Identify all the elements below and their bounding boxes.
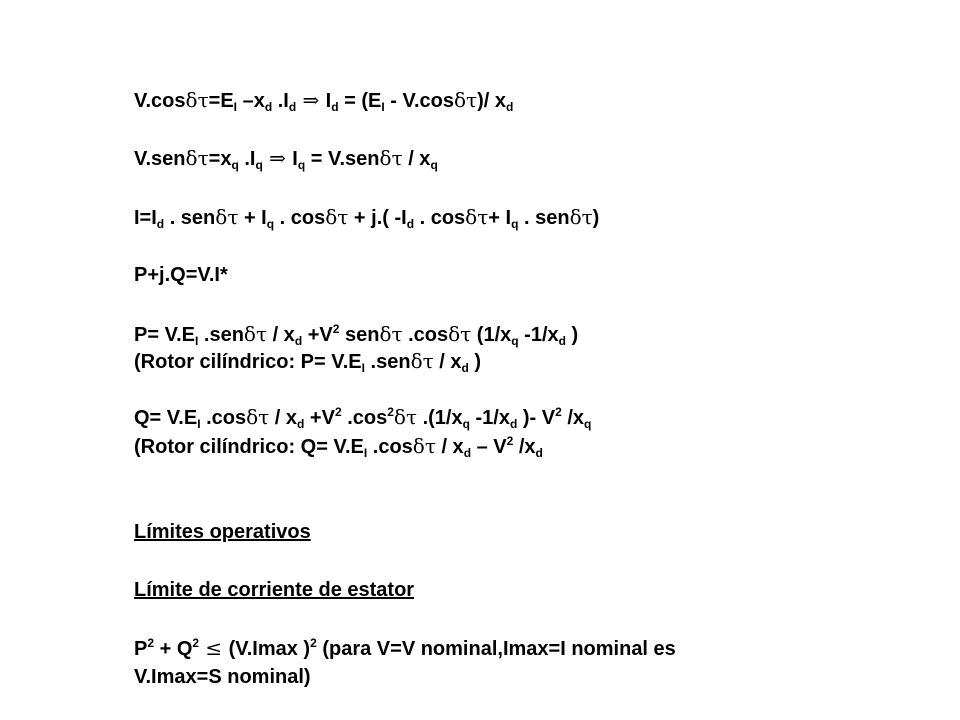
equation-p-cylindrical: (Rotor cilíndrico: $P= V.E_I$ .senδτ / $x_d$ ) [134, 349, 482, 375]
equation-q-cylindrical: (Rotor cilíndrico: $Q= V.E_I$ .cosδτ / $x_d - V^2$ $/x_d$ [134, 434, 543, 460]
implies-symbol: ⇒ [296, 88, 326, 112]
equation-limit-continued: V.Imax=S nominal) [134, 666, 311, 688]
implies-symbol: ⇒ [262, 146, 293, 170]
heading-operating-limits: Límites operativos [134, 521, 311, 543]
equation-limit: $P^2 + Q^2 \le (V.Imax$ )$^2$ (para V=V nominal,Imax=I nominal es [134, 636, 676, 660]
equation-q: $Q= V.E_I$ $.\cos\delta\tau / x_d +V^2$ $.\cos^2\delta\tau$ $.(1/x_q$ $-1/x_d$ )- $V^2$ $/x_q$ [134, 405, 592, 431]
heading-stator-current-limit: Límite de corriente de estator [134, 579, 415, 601]
leq-symbol: ≤ [199, 636, 229, 660]
equation-vcos: $V.\cos\delta\tau=E_I$ $-x_d$ $.I_d$ ⇒ $I_d = (E_I - V.\cos\delta\tau)/$ $x_d$ [134, 88, 514, 114]
equation-current: $I=I_d$ . $sen\delta\tau + I_q$ . cosδτ + j.( $-I_d$ . $\cos\delta\tau+ I_q$ . senδτ) [134, 205, 600, 231]
equation-power: P+j.Q=V.I* [134, 264, 228, 286]
equation-vsen: $V.sen\delta\tau=x_q$ $.I_q$ ⇒ $I_q = V.sen\delta\tau / x_q$ [134, 146, 438, 172]
equation-p: $P= V.E_I$ $.sen\delta\tau / x_d +V^2$ senδτ .cosδτ ($1/x_q$ $-1/x_d$ ) [134, 322, 579, 348]
